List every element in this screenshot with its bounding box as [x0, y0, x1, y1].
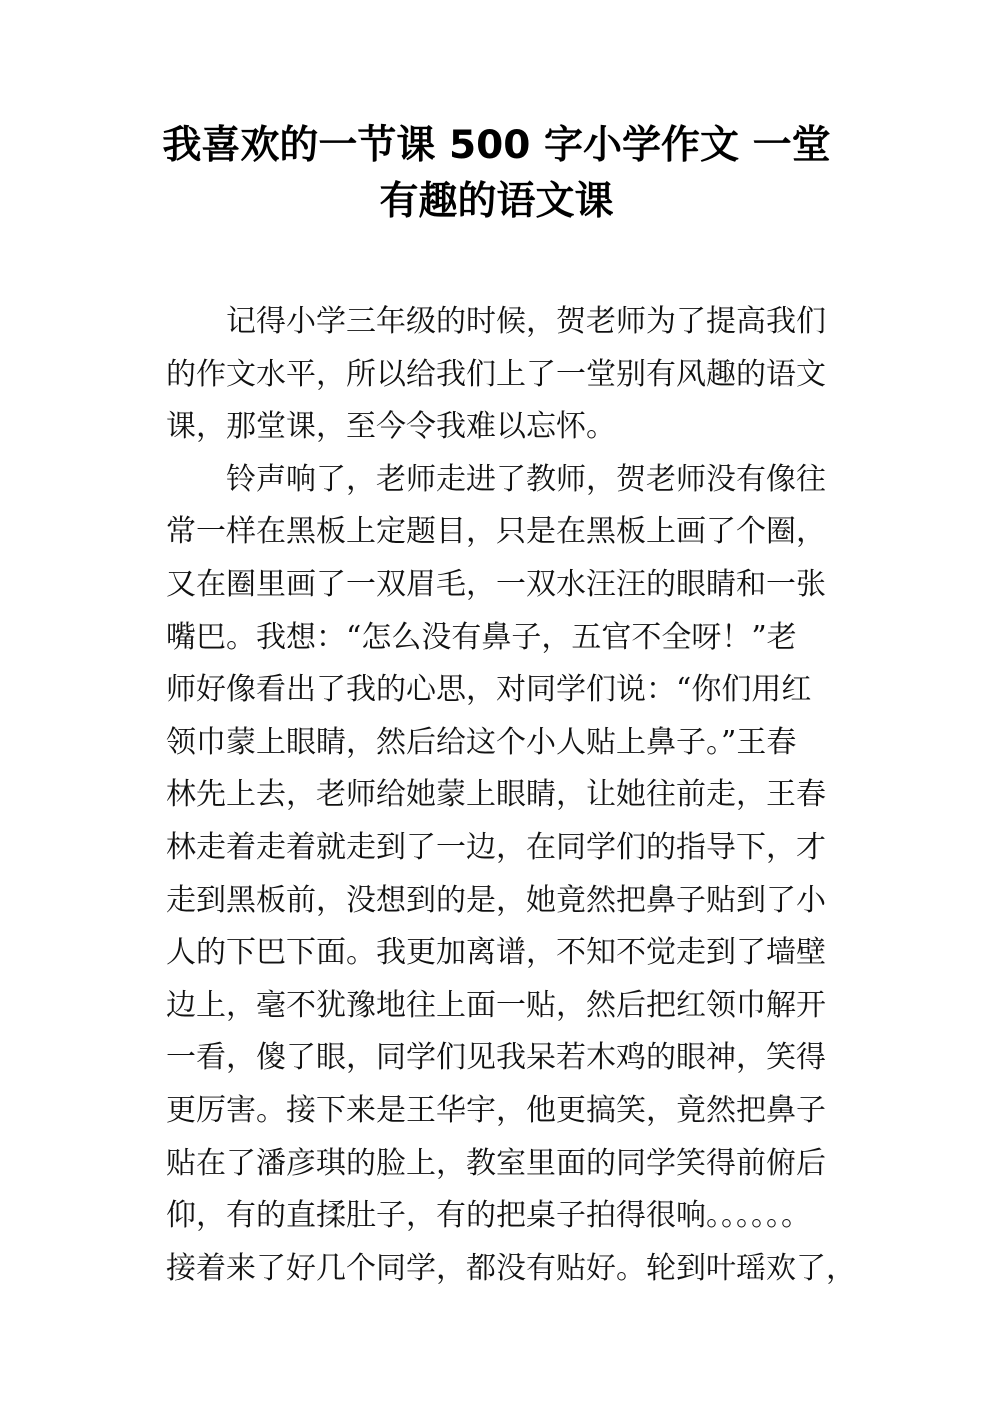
title-line-2: 有趣的语文课 — [379, 179, 614, 224]
paragraph-1-line: 记得小学三年级的时候，贺老师为了提高我们 — [226, 304, 826, 339]
paragraph-2-line: 又在圈里画了一双眉毛，一双水汪汪的眼睛和一张 — [166, 566, 826, 602]
paragraph-2-line: 师好像看出了我的心思，对同学们说：“你们用红 — [166, 672, 812, 708]
paragraph-1-line: 的作文水平，所以给我们上了一堂别有风趣的语文 — [166, 356, 826, 392]
document-title — [120, 118, 873, 230]
paragraph-2-line: 人的下巴下面。我更加离谱，不知不觉走到了墙壁 — [166, 935, 826, 971]
paragraph-2-line: 边上，毫不犹豫地往上面一贴，然后把红领巾解开 — [166, 987, 826, 1023]
paragraph-2-line: 仰，有的直揉肚子，有的把桌子拍得很响。。。。。。 — [166, 1198, 811, 1234]
paragraph-2-line: 铃声响了，老师走进了教师，贺老师没有像往 — [226, 461, 826, 497]
paragraph-2-line: 走到黑板前，没想到的是，她竟然把鼻子贴到了小 — [166, 882, 826, 918]
paragraph-2-line: 林走着走着就走到了一边，在同学们的指导下，才 — [166, 829, 826, 865]
paragraph-2-line: 林先上去，老师给她蒙上眼睛，让她往前走，王春 — [166, 777, 826, 813]
paragraph-2-line: 常一样在黑板上定题目，只是在黑板上画了个圈， — [166, 514, 826, 550]
paragraph-2-line: 一看，傻了眼，同学们见我呆若木鸡的眼神，笑得 — [166, 1040, 826, 1076]
title-line-1: 我喜欢的一节课 500 字小学作文 一堂 — [162, 123, 831, 168]
paragraph-2-line: 更厉害。接下来是王华宇，他更搞笑，竟然把鼻子 — [166, 1092, 826, 1128]
paragraph-2-line: 贴在了潘彦琪的脸上，教室里面的同学笑得前俯后 — [166, 1145, 826, 1181]
paragraph-2-line: 领巾蒙上眼睛，然后给这个小人贴上鼻子。”王春 — [166, 724, 797, 760]
document-body — [166, 296, 866, 1295]
paragraph-2-line: 接着来了好几个同学，都没有贴好。轮到叶瑶欢了， — [166, 1250, 856, 1286]
paragraph-1-line: 课，那堂课，至今令我难以忘怀。 — [166, 409, 616, 445]
paragraph-2-line: 嘴巴。我想：“怎么没有鼻子，五官不全呀！”老 — [166, 619, 797, 655]
